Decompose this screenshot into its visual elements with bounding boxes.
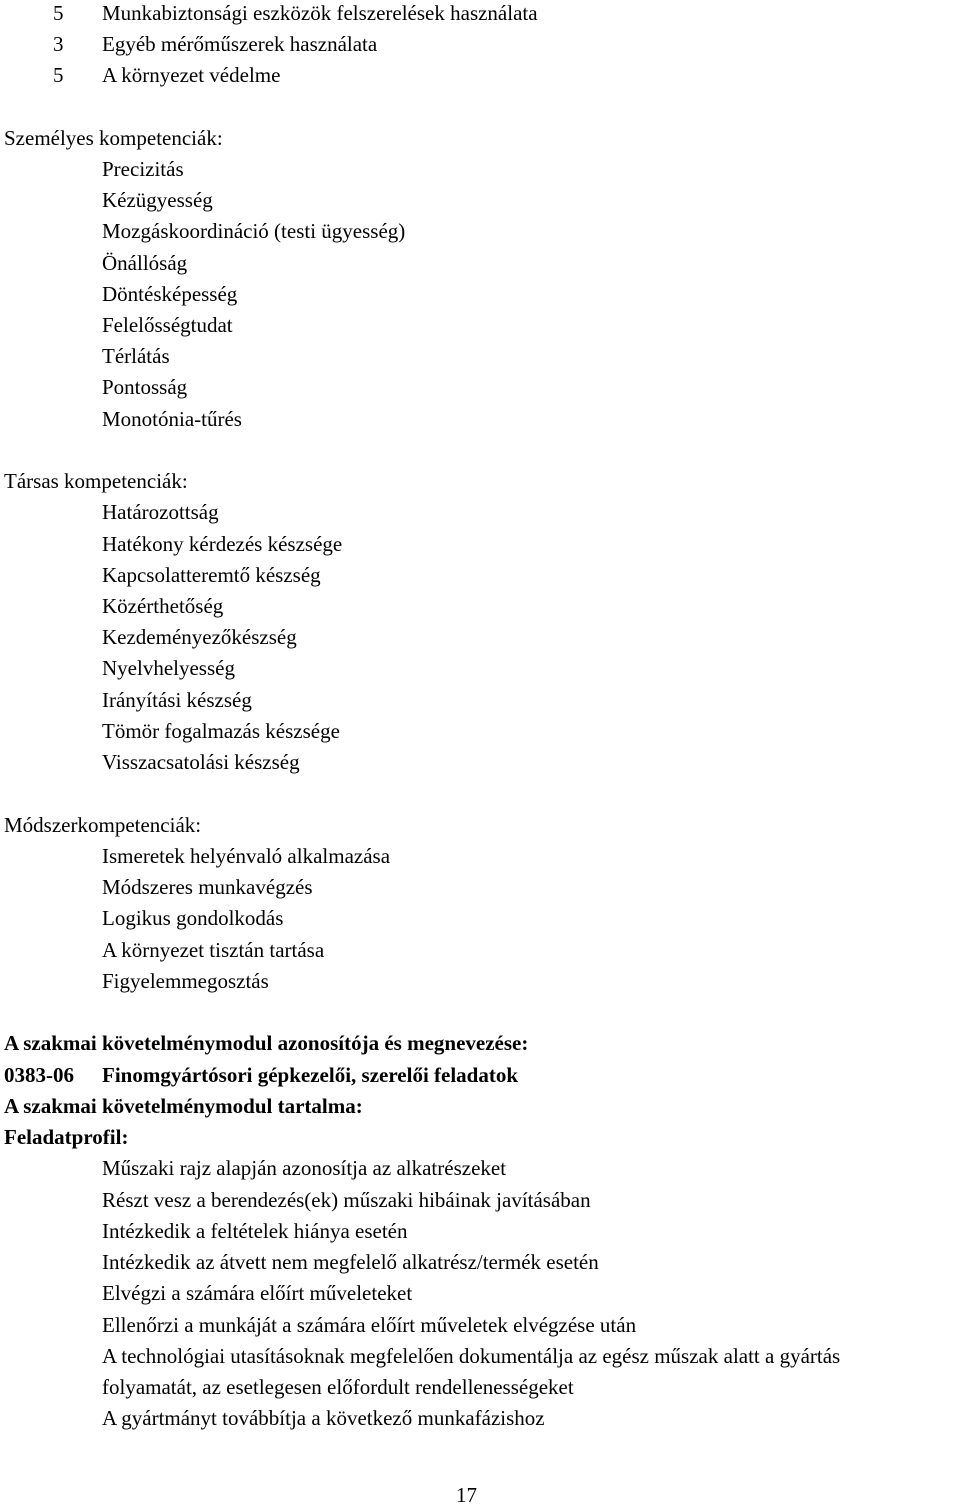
social-competency-item: Közérthetőség	[102, 594, 224, 618]
personal-competency-item: Döntésképesség	[102, 282, 238, 306]
method-competencies-heading: Módszerkompetenciák:	[4, 813, 202, 837]
personal-competency-item: Térlátás	[102, 344, 170, 368]
social-competency-item: Nyelvhelyesség	[102, 656, 235, 680]
module-name: Finomgyártósori gépkezelői, szerelői feladatok	[102, 1063, 519, 1087]
top-list-item: Egyéb mérőműszerek használata	[102, 32, 378, 56]
personal-competency-item: Pontosság	[102, 375, 188, 399]
top-list-number: 3	[53, 32, 64, 56]
personal-competencies-heading: Személyes kompetenciák:	[4, 126, 223, 150]
social-competency-item: Kezdeményezőkészség	[102, 625, 297, 649]
personal-competency-item: Önállóság	[102, 251, 188, 275]
social-competencies-heading: Társas kompetenciák:	[4, 469, 188, 493]
social-competency-item: Hatékony kérdezés készsége	[102, 532, 343, 556]
task-item: Ellenőrzi a munkáját a számára előírt műveletek elvégzése után	[102, 1313, 637, 1337]
method-competency-item: Logikus gondolkodás	[102, 906, 284, 930]
task-item: A gyártmányt továbbítja a következő munkafázishoz	[102, 1406, 545, 1430]
social-competency-item: Visszacsatolási készség	[102, 750, 300, 774]
task-item: Műszaki rajz alapján azonosítja az alkatrészeket	[102, 1156, 507, 1180]
social-competency-item: Tömör fogalmazás készsége	[102, 719, 340, 743]
task-item: A technológiai utasításoknak megfelelően dokumentálja az egész műszak alatt a gyártás	[102, 1344, 841, 1368]
module-content-heading: A szakmai követelménymodul tartalma:	[4, 1094, 363, 1118]
top-list-item: A környezet védelme	[102, 63, 281, 87]
personal-competency-item: Mozgáskoordináció (testi ügyesség)	[102, 219, 406, 243]
social-competency-item: Határozottság	[102, 500, 219, 524]
task-item: Elvégzi a számára előírt műveleteket	[102, 1281, 413, 1305]
module-code: 0383-06	[4, 1063, 74, 1087]
social-competency-item: Kapcsolatteremtő készség	[102, 563, 321, 587]
personal-competency-item: Precizitás	[102, 157, 184, 181]
personal-competency-item: Felelősségtudat	[102, 313, 233, 337]
page-number: 17	[456, 1483, 477, 1507]
task-profile-heading: Feladatprofil:	[4, 1125, 129, 1149]
task-item-continuation: folyamatát, az esetlegesen előfordult rendellenességeket	[102, 1375, 574, 1399]
top-list-item: Munkabiztonsági eszközök felszerelések használata	[102, 1, 538, 25]
top-list-number: 5	[53, 1, 64, 25]
method-competency-item: Figyelemmegosztás	[102, 969, 269, 993]
social-competency-item: Irányítási készség	[102, 688, 252, 712]
method-competency-item: Módszeres munkavégzés	[102, 875, 313, 899]
personal-competency-item: Monotónia-tűrés	[102, 407, 242, 431]
task-item: Intézkedik az átvett nem megfelelő alkatrész/termék esetén	[102, 1250, 599, 1274]
task-item: Részt vesz a berendezés(ek) műszaki hibáinak javításában	[102, 1188, 591, 1212]
top-list-number: 5	[53, 63, 64, 87]
method-competency-item: A környezet tisztán tartása	[102, 938, 325, 962]
task-item: Intézkedik a feltételek hiánya esetén	[102, 1219, 408, 1243]
method-competency-item: Ismeretek helyénvaló alkalmazása	[102, 844, 391, 868]
module-id-heading: A szakmai követelménymodul azonosítója és megnevezése:	[4, 1031, 529, 1055]
personal-competency-item: Kézügyesség	[102, 188, 213, 212]
